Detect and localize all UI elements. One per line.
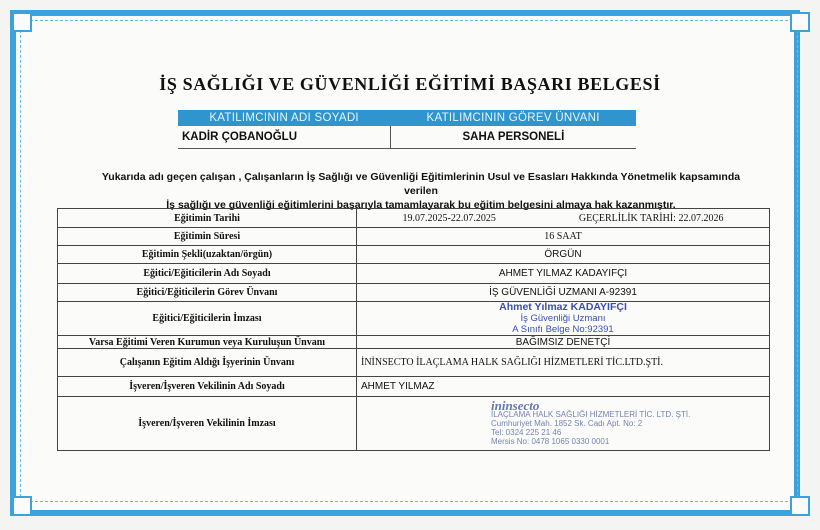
corner-ornament-top-left xyxy=(12,12,32,32)
company-stamp-name: İLAÇLAMA HALK SAĞLIĞI HİZMETLERİ TİC. LTD. ŞTİ. xyxy=(491,410,691,419)
date-value: 19.07.2025-22.07.2025 xyxy=(402,212,496,224)
table-row xyxy=(58,349,770,377)
validity-date: GEÇERLİLİK TARİHİ: 22.07.2026 xyxy=(578,212,724,224)
table-row xyxy=(58,246,770,264)
trainer-stamp-name: Ahmet Yılmaz KADAYIFÇI xyxy=(499,301,627,313)
employer-signature-label: İşveren/İşveren Vekilinin İmzası xyxy=(58,397,357,451)
company-stamp-logo: ininsecto xyxy=(491,398,540,413)
table-row xyxy=(58,397,770,451)
format-label: Eğitimin Şekli(uzaktan/örgün) xyxy=(58,246,357,264)
format-value: ÖRGÜN xyxy=(357,246,770,264)
trainer-signature-label: Eğitici/Eğiticilerin İmzası xyxy=(58,302,357,336)
company-stamp-mersis: Mersis No: 0478 1065 0330 0001 xyxy=(491,437,610,446)
company-stamp xyxy=(361,398,765,446)
employer-name-label: İşveren/İşveren Vekilinin Adı Soyadı xyxy=(58,377,357,397)
table-row xyxy=(58,228,770,246)
participant-role: SAHA PERSONELİ xyxy=(390,126,636,149)
trainer-title-value: İŞ GÜVENLİĞİ UZMANI A-92391 xyxy=(357,284,770,302)
training-details-table xyxy=(57,208,770,451)
participant-name: KADİR ÇOBANOĞLU xyxy=(178,126,390,149)
participant-table xyxy=(178,110,636,149)
duration-value: 16 SAAT xyxy=(357,228,770,246)
date-label: Eğitimin Tarihi xyxy=(58,209,357,228)
corner-ornament-top-right xyxy=(790,12,810,32)
table-row xyxy=(58,302,770,336)
participant-name-header: KATILIMCININ ADI SOYADI xyxy=(178,110,390,126)
table-row xyxy=(58,264,770,284)
employer-name-value: AHMET YILMAZ xyxy=(357,377,770,397)
institution-label: Varsa Eğitimi Veren Kurumun veya Kuruluşun Ünvanı xyxy=(58,336,357,349)
workplace-label: Çalışanın Eğitim Aldığı İşyerinin Ünvanı xyxy=(58,349,357,377)
institution-value: BAĞIMSIZ DENETÇİ xyxy=(357,336,770,349)
certificate-title: İŞ SAĞLIĞI VE GÜVENLİĞİ EĞİTİMİ BAŞARI BELGESİ xyxy=(159,74,661,94)
trainer-stamp-cert: A Sınıfı Belge No:92391 xyxy=(512,324,614,335)
corner-ornament-bottom-right xyxy=(790,496,810,516)
company-stamp-address: Cumhuriyet Mah. 1852 Sk. Cadı Apt. No: 2 xyxy=(491,419,643,428)
statement-line-2: İş sağlığı ve güvenliği eğitimlerini başarıyla tamamlayarak bu eğitim belgesini almaya hak kazanmıştır. xyxy=(166,199,676,211)
company-stamp-phone: Tel: 0324 225 21 46 xyxy=(491,428,562,437)
duration-label: Eğitimin Süresi xyxy=(58,228,357,246)
trainer-name-label: Eğitici/Eğiticilerin Adı Soyadı xyxy=(58,264,357,284)
trainer-stamp xyxy=(361,302,765,335)
trainer-title-label: Eğitici/Eğiticilerin Görev Ünvanı xyxy=(58,284,357,302)
statement-line-1: Yukarıda adı geçen çalışan , Çalışanların İş Sağlığı ve Güvenliği Eğitimlerinin Usul ve Esasları Hakkında Yönetmelik kapsamında verilen xyxy=(101,171,741,197)
table-row xyxy=(58,377,770,397)
trainer-name-value: AHMET YILMAZ KADAYIFÇI xyxy=(357,264,770,284)
table-row xyxy=(58,209,770,228)
certificate-statement xyxy=(96,170,746,212)
corner-ornament-bottom-left xyxy=(12,496,32,516)
participant-role-header: KATILIMCININ GÖREV ÜNVANI xyxy=(390,110,636,126)
workplace-value: İNİNSECTO İLAÇLAMA HALK SAĞLIĞI HİZMETLERİ TİC.LTD.ŞTİ. xyxy=(357,349,770,377)
table-row xyxy=(58,284,770,302)
trainer-stamp-title: İş Güvenliği Uzmanı xyxy=(520,313,606,324)
table-row xyxy=(58,336,770,349)
